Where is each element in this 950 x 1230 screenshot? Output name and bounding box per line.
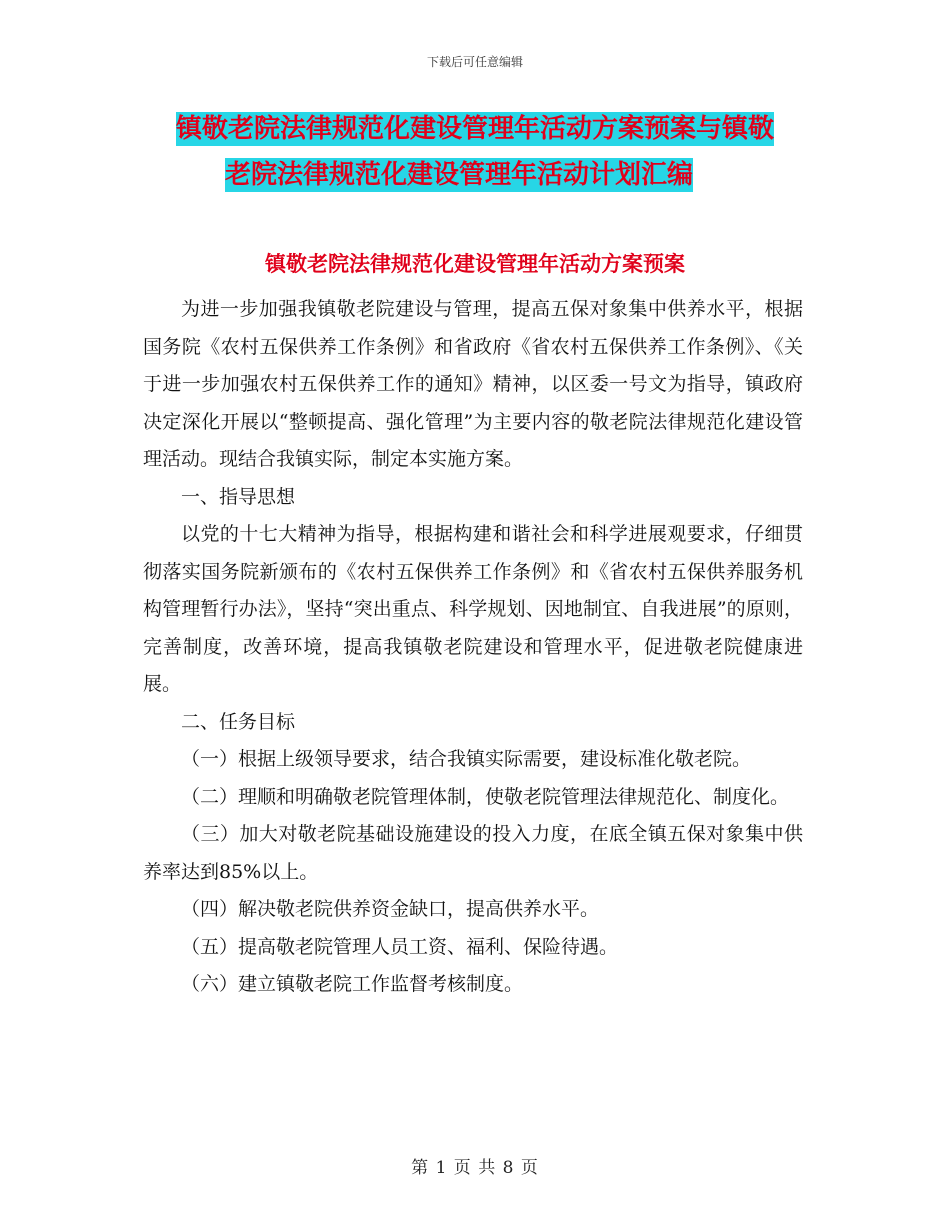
document-title-line-2 <box>0 158 934 192</box>
paragraph-intro: 为进一步加强我镇敬老院建设与管理，提高五保对象集中供养水平，根据国务院《农村五保供养工作条例》和省政府《省农村五保供养工作条例》、《关于进一步加强农村五保供养工作的通知》精神，以区委一号文为指导，镇政府决定深化开展以“整顿提高、强化管理”为主要内容的敬老院法律规范化建设管理活动。现结合我镇实际，制定本实施方案。 <box>143 298 803 470</box>
page-footer: 第 1 页 共 8 页 <box>411 1158 539 1178</box>
page-header-note: 下载后可任意编辑 <box>426 55 523 69</box>
section-title: 镇敬老院法律规范化建设管理年活动方案预案 <box>265 252 685 276</box>
task-goal-item: （一）根据上级领导要求，结合我镇实际需要，建设标准化敬老院。 <box>181 748 752 770</box>
task-goal-item: （五）提高敬老院管理人员工资、福利、保险待遇。 <box>181 935 619 958</box>
task-goal-item: （六）建立镇敬老院工作监督考核制度。 <box>181 973 524 995</box>
task-goal-item: （四）解决敬老院供养资金缺口，提高供养水平。 <box>181 898 600 920</box>
document-title-line-1-text: 镇敬老院法律规范化建设管理年活动方案预案与镇敬 <box>175 114 774 144</box>
heading-guiding-ideology: 一、指导思想 <box>181 485 296 508</box>
paragraph-guiding-ideology: 以党的十七大精神为指导，根据构建和谐社会和科学进展观要求，仔细贯彻落实国务院新颁布的《农村五保供养工作条例》和《省农村五保供养服务机构管理暂行办法》，坚持“突出重点、科学规划、因地制宜、自我进展”的原则，完善制度，改善环境，提高我镇敬老院建设和管理水平，促进敬老院健康进展。 <box>143 523 803 695</box>
document-title-line-1 <box>0 112 950 146</box>
task-goal-item: （二）理顺和明确敬老院管理体制，使敬老院管理法律规范化、制度化。 <box>181 785 790 808</box>
task-goal-item: （三）加大对敬老院基础设施建设的投入力度，在底全镇五保对象集中供养率达到85%以上。 <box>143 823 803 883</box>
document-title-line-2-text: 老院法律规范化建设管理年活动计划汇编 <box>224 160 693 190</box>
heading-task-goals: 二、任务目标 <box>181 710 296 733</box>
document-body <box>143 291 803 1004</box>
